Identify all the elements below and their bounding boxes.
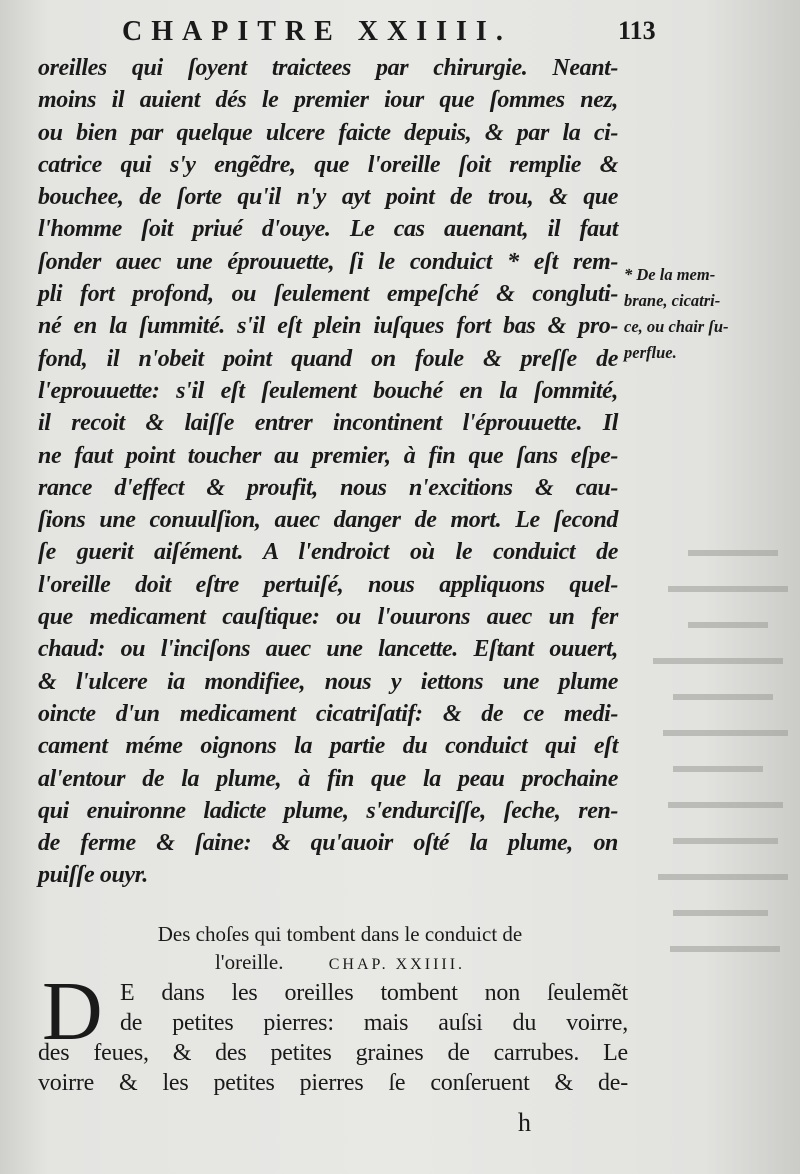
text-line: l'oreille doit eſtre pertuiſé, nous appliquons quel- — [38, 571, 618, 598]
chapter-label: CHAP. XXIIII. — [328, 956, 466, 973]
section-heading-line: Des choſes qui tombent dans le conduict de — [157, 922, 523, 946]
section-heading-line-end: l'oreille. — [214, 950, 284, 974]
text-line: qui enuironne ladicte plume, s'endurciſſe, ſeche, ren- — [38, 797, 618, 824]
text-line: ne faut point toucher au premier, à fin que ſans eſpe- — [38, 442, 618, 469]
text-line: catrice qui s'y engẽdre, que l'oreille ſoit remplie & — [38, 151, 618, 178]
section-heading-line — [70, 948, 610, 979]
text-line: rance d'effect & proufit, nous n'excitions & cau- — [38, 474, 618, 501]
show-through-shadow — [628, 530, 798, 1010]
show-through-texture — [628, 530, 798, 1010]
text-line: né en la ſummité. s'il eſt plein iuſques fort bas & pro- — [38, 313, 618, 340]
text-line: fond, il n'obeit point quand on foule & preſſe de — [38, 345, 618, 372]
page-number: 113 — [618, 16, 656, 45]
section-text-block — [38, 978, 628, 1098]
page-header — [0, 12, 800, 46]
text-line: pli fort profond, ou ſeulement empeſché & congluti- — [38, 281, 618, 308]
text-line: oincte d'un medicament cicatriſatif: & de ce medi- — [38, 700, 618, 727]
text-line: bouchee, de ſorte qu'il n'y ayt point de trou, & que — [38, 184, 618, 211]
margin-note-line: ce, ou chair ſu- — [624, 317, 729, 336]
text-line: de petites pierres: mais auſsi du voirre, — [120, 1010, 628, 1036]
text-line: oreilles qui ſoyent traictees par chirurgie. Neant- — [38, 55, 618, 81]
main-text-block — [38, 52, 618, 892]
text-line: des feues, & des petites graines de carrubes. Le — [38, 1040, 628, 1066]
text-line: cament méme oignons la partie du conduict qui eſt — [38, 733, 618, 760]
text-line: ſe guerit aiſément. A l'endroict où le conduict de — [38, 539, 618, 566]
text-line: al'entour de la plume, à fin que la peau prochaine — [38, 765, 618, 792]
text-line: voirre & les petites pierres ſe conſeruent & de- — [38, 1070, 628, 1096]
drop-cap-initial: D — [42, 965, 103, 1058]
text-line: l'eprouuette: s'il eſt ſeulement bouché en la ſommité, — [38, 377, 618, 404]
text-line: ſions une conuulſion, auec danger de mort. Le ſecond — [38, 507, 618, 534]
margin-note — [624, 262, 774, 366]
text-line: l'homme ſoit priué d'ouye. Le cas auenant, il faut — [38, 216, 618, 243]
text-line: ou bien par quelque ulcere faicte depuis, & par la ci- — [38, 119, 618, 146]
text-line: de ferme & ſaine: & qu'auoir oſté la plume, on — [38, 830, 618, 857]
text-line: ſonder auec une éprouuette, ſi le conduict * eſt rem- — [38, 248, 618, 275]
text-line: il recoit & laiſſe entrer incontinent l'éprouuette. Il — [38, 410, 618, 437]
margin-note-line: perflue. — [624, 343, 677, 362]
margin-note-line: brane, cicatri- — [624, 291, 721, 310]
text-line: puiſſe ouyr. — [38, 862, 148, 889]
margin-note-line: * De la mem- — [624, 265, 716, 284]
signature-mark: h — [518, 1108, 531, 1137]
section-heading — [70, 920, 610, 979]
text-line: E dans les oreilles tombent non ſeulemẽt — [120, 980, 628, 1006]
running-title: CHAPITRE XXIIII. — [122, 16, 512, 47]
text-line: que medicament cauſtique: ou l'ouurons auec un fer — [38, 604, 618, 631]
text-line: chaud: ou l'inciſons auec une lancette. Eſtant ouuert, — [38, 636, 618, 663]
text-line: & l'ulcere ia mondifiee, nous y iettons une plume — [38, 668, 618, 695]
text-line: moins il auient dés le premier iour que ſommes nez, — [38, 87, 618, 114]
